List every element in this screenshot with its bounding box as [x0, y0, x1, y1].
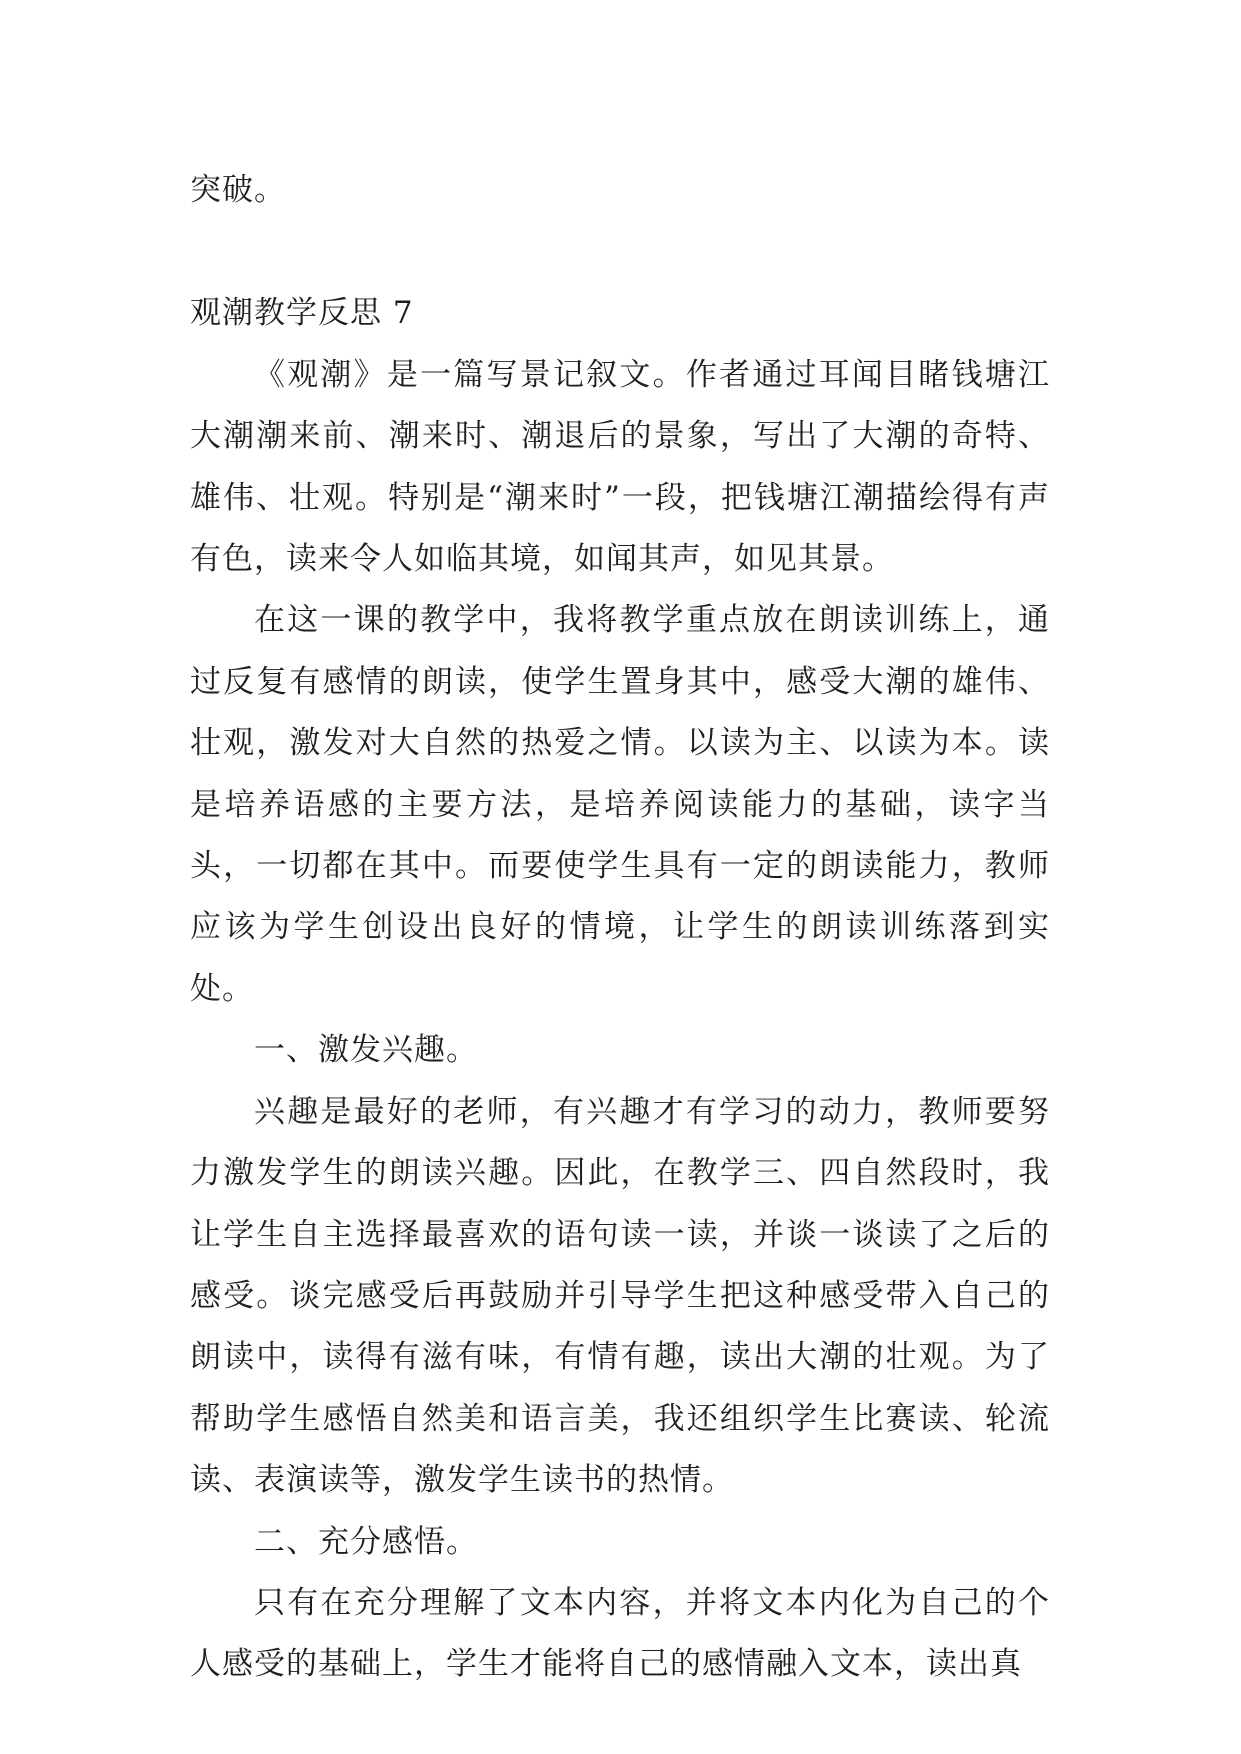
paragraph-teaching-focus: 在这一课的教学中，我将教学重点放在朗读训练上，通过反复有感情的朗读，使学生置身其中，感受大潮的雄伟、壮观，激发对大自然的热爱之情。以读为主、以读为本。读是培养语感的主要方法，是培养阅读能力的基础，读字当头，一切都在其中。而要使学生具有一定的朗读能力，教师应该为学生创设出良好的情境，让学生的朗读训练落到实处。 — [190, 602, 1050, 1007]
heading-stimulate-interest: 一、激发兴趣。 — [254, 1032, 478, 1069]
paragraph-intro: 《观潮》是一篇写景记叙文。作者通过耳闻目睹钱塘江大潮潮来前、潮来时、潮退后的景象，写出了大潮的奇特、雄伟、壮观。特别是“潮来时”一段，把钱塘江潮描绘得有声有色，读来令人如临其境，如闻其声，如见其景。 — [190, 356, 1050, 578]
heading-full-perception: 二、充分感悟。 — [254, 1523, 478, 1560]
carryover-paragraph: 突破。 — [190, 172, 286, 208]
paragraph-interest: 兴趣是最好的老师，有兴趣才有学习的动力，教师要努力激发学生的朗读兴趣。因此，在教学三、四自然段时，我让学生自主选择最喜欢的语句读一读，并谈一谈读了之后的感受。谈完感受后再鼓励并引导学生把这种感受带入自己的朗读中，读得有滋有味，有情有趣，读出大潮的壮观。为了帮助学生感悟自然美和语言美，我还组织学生比赛读、轮流读、表演读等，激发学生读书的热情。 — [190, 1093, 1050, 1499]
document-body — [190, 160, 1050, 1696]
paragraph-perception: 只有在充分理解了文本内容，并将文本内化为自己的个人感受的基础上，学生才能将自己的感情融入文本，读出真 — [190, 1584, 1050, 1683]
section-title: 观潮教学反思 7 — [190, 295, 414, 332]
